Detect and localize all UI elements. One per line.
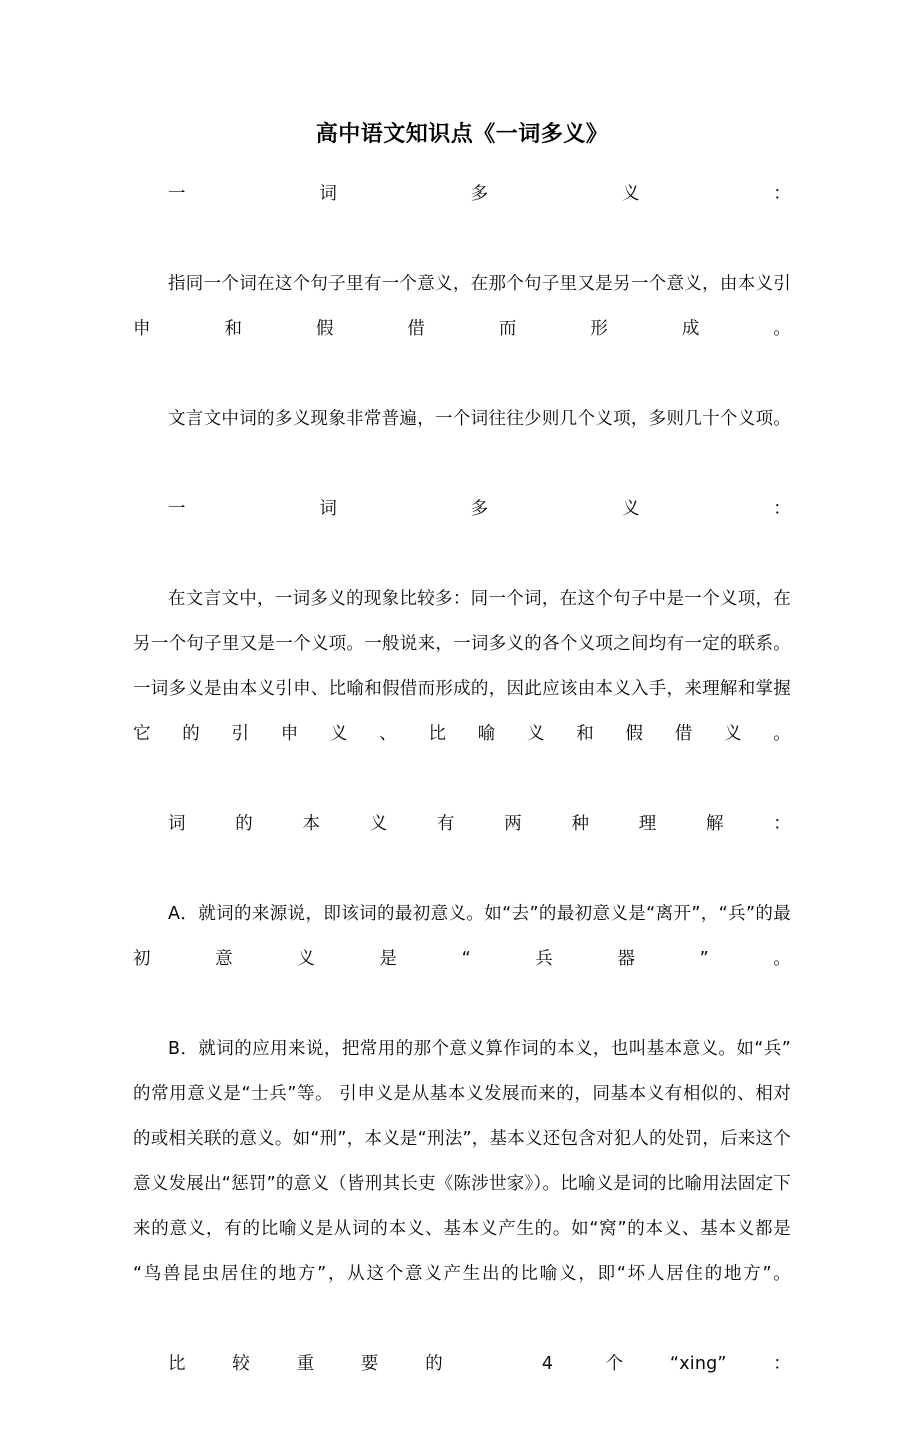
paragraph-classical-chinese-prevalence: 文言文中词的多义现象非常普遍，一个词往往少则几个义项，多则几十个义项。 [168,409,791,429]
paragraph-item-a: A．就词的来源说，即该词的最初意义。如“去”的最初意义是“离开”，“兵”的最初意义是“兵器”。 [133,904,791,969]
paragraph-polysemy-heading: 一词多义： [168,499,791,519]
paragraph-polysemy-explanation: 在文言文中，一词多义的现象比较多：同一个词，在这个句子中是一个义项，在另一个句子里又是一个义项。一般说来，一词多义的各个义项之间均有一定的联系。 一词多义是由本义引申、比喻和假借而形成的，因此应该由本义入手，来理解和掌握它的引申义、比喻义和假借义。 [133,589,791,744]
page-title: 高中语文知识点《一词多义》 [315,122,609,147]
paragraph-item-b: B．就词的应用来说，把常用的那个意义算作词的本义，也叫基本意义。如“兵”的常用意义是“士兵”等。 引申义是从基本义发展而来的，同基本义有相似的、相对的或相关联的意义。如“刑”，本义是“刑法”，基本义还包含对犯人的处罚，后来这个意义发展出“惩罚”的意义（皆刑其长吏《陈涉世家》）。比喻义是词的比喻用法固定下来的意义，有的比喻义是从词的本义、基本义产生的。如“窝”的本义、基本义都是“鸟兽昆虫居住的地方”，从这个意义产生出的比喻义，即“坏人居住的地方”。 [133,1039,791,1284]
paragraph-original-meaning-heading: 词的本义有两种理解： [168,814,791,834]
paragraph-xing-heading: 比较重要的 4 个“xing”： [168,1354,791,1374]
document-content [133,0,791,1432]
paragraph-definition-heading: 一词多义： [168,184,791,204]
paragraph-definition-body: 指同一个词在这个句子里有一个意义，在那个句子里又是另一个意义，由本义引申和假借而形成。 [133,274,791,339]
